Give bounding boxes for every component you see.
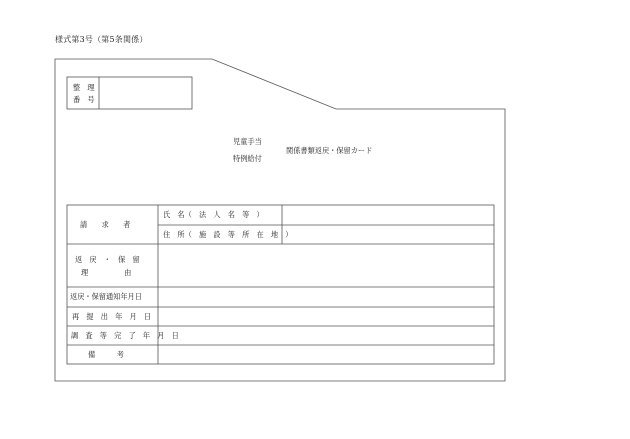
reason-label-line2: 理 由	[81, 268, 132, 277]
notice-date-label: 返戻・保留通知年月日	[70, 292, 142, 301]
claimant-label: 請 求 者	[80, 220, 131, 229]
reason-label-line1: 返 戻 ・ 保 留	[75, 255, 140, 264]
title-right: 関係書類返戻・保留カード	[286, 146, 373, 155]
title-left-line2: 特例給付	[233, 154, 262, 163]
ref-number-label-line2: 番 号	[73, 95, 95, 104]
remarks-label: 備 考	[88, 350, 124, 359]
resubmit-date-label: 再 提 出 年 月 日	[72, 312, 152, 321]
address-label: 住 所（ 施 設 等 所 在 地 ）	[163, 230, 293, 239]
form-number: 様式第3号（第5条関係）	[55, 35, 148, 44]
investigation-date-label: 調 査 等 完 了 年 月 日	[71, 331, 179, 340]
title-left-line1: 児童手当	[233, 137, 262, 146]
name-label: 氏 名（ 法 人 名 等 ）	[163, 210, 264, 219]
ref-number-label-line1: 整 理	[73, 83, 95, 92]
